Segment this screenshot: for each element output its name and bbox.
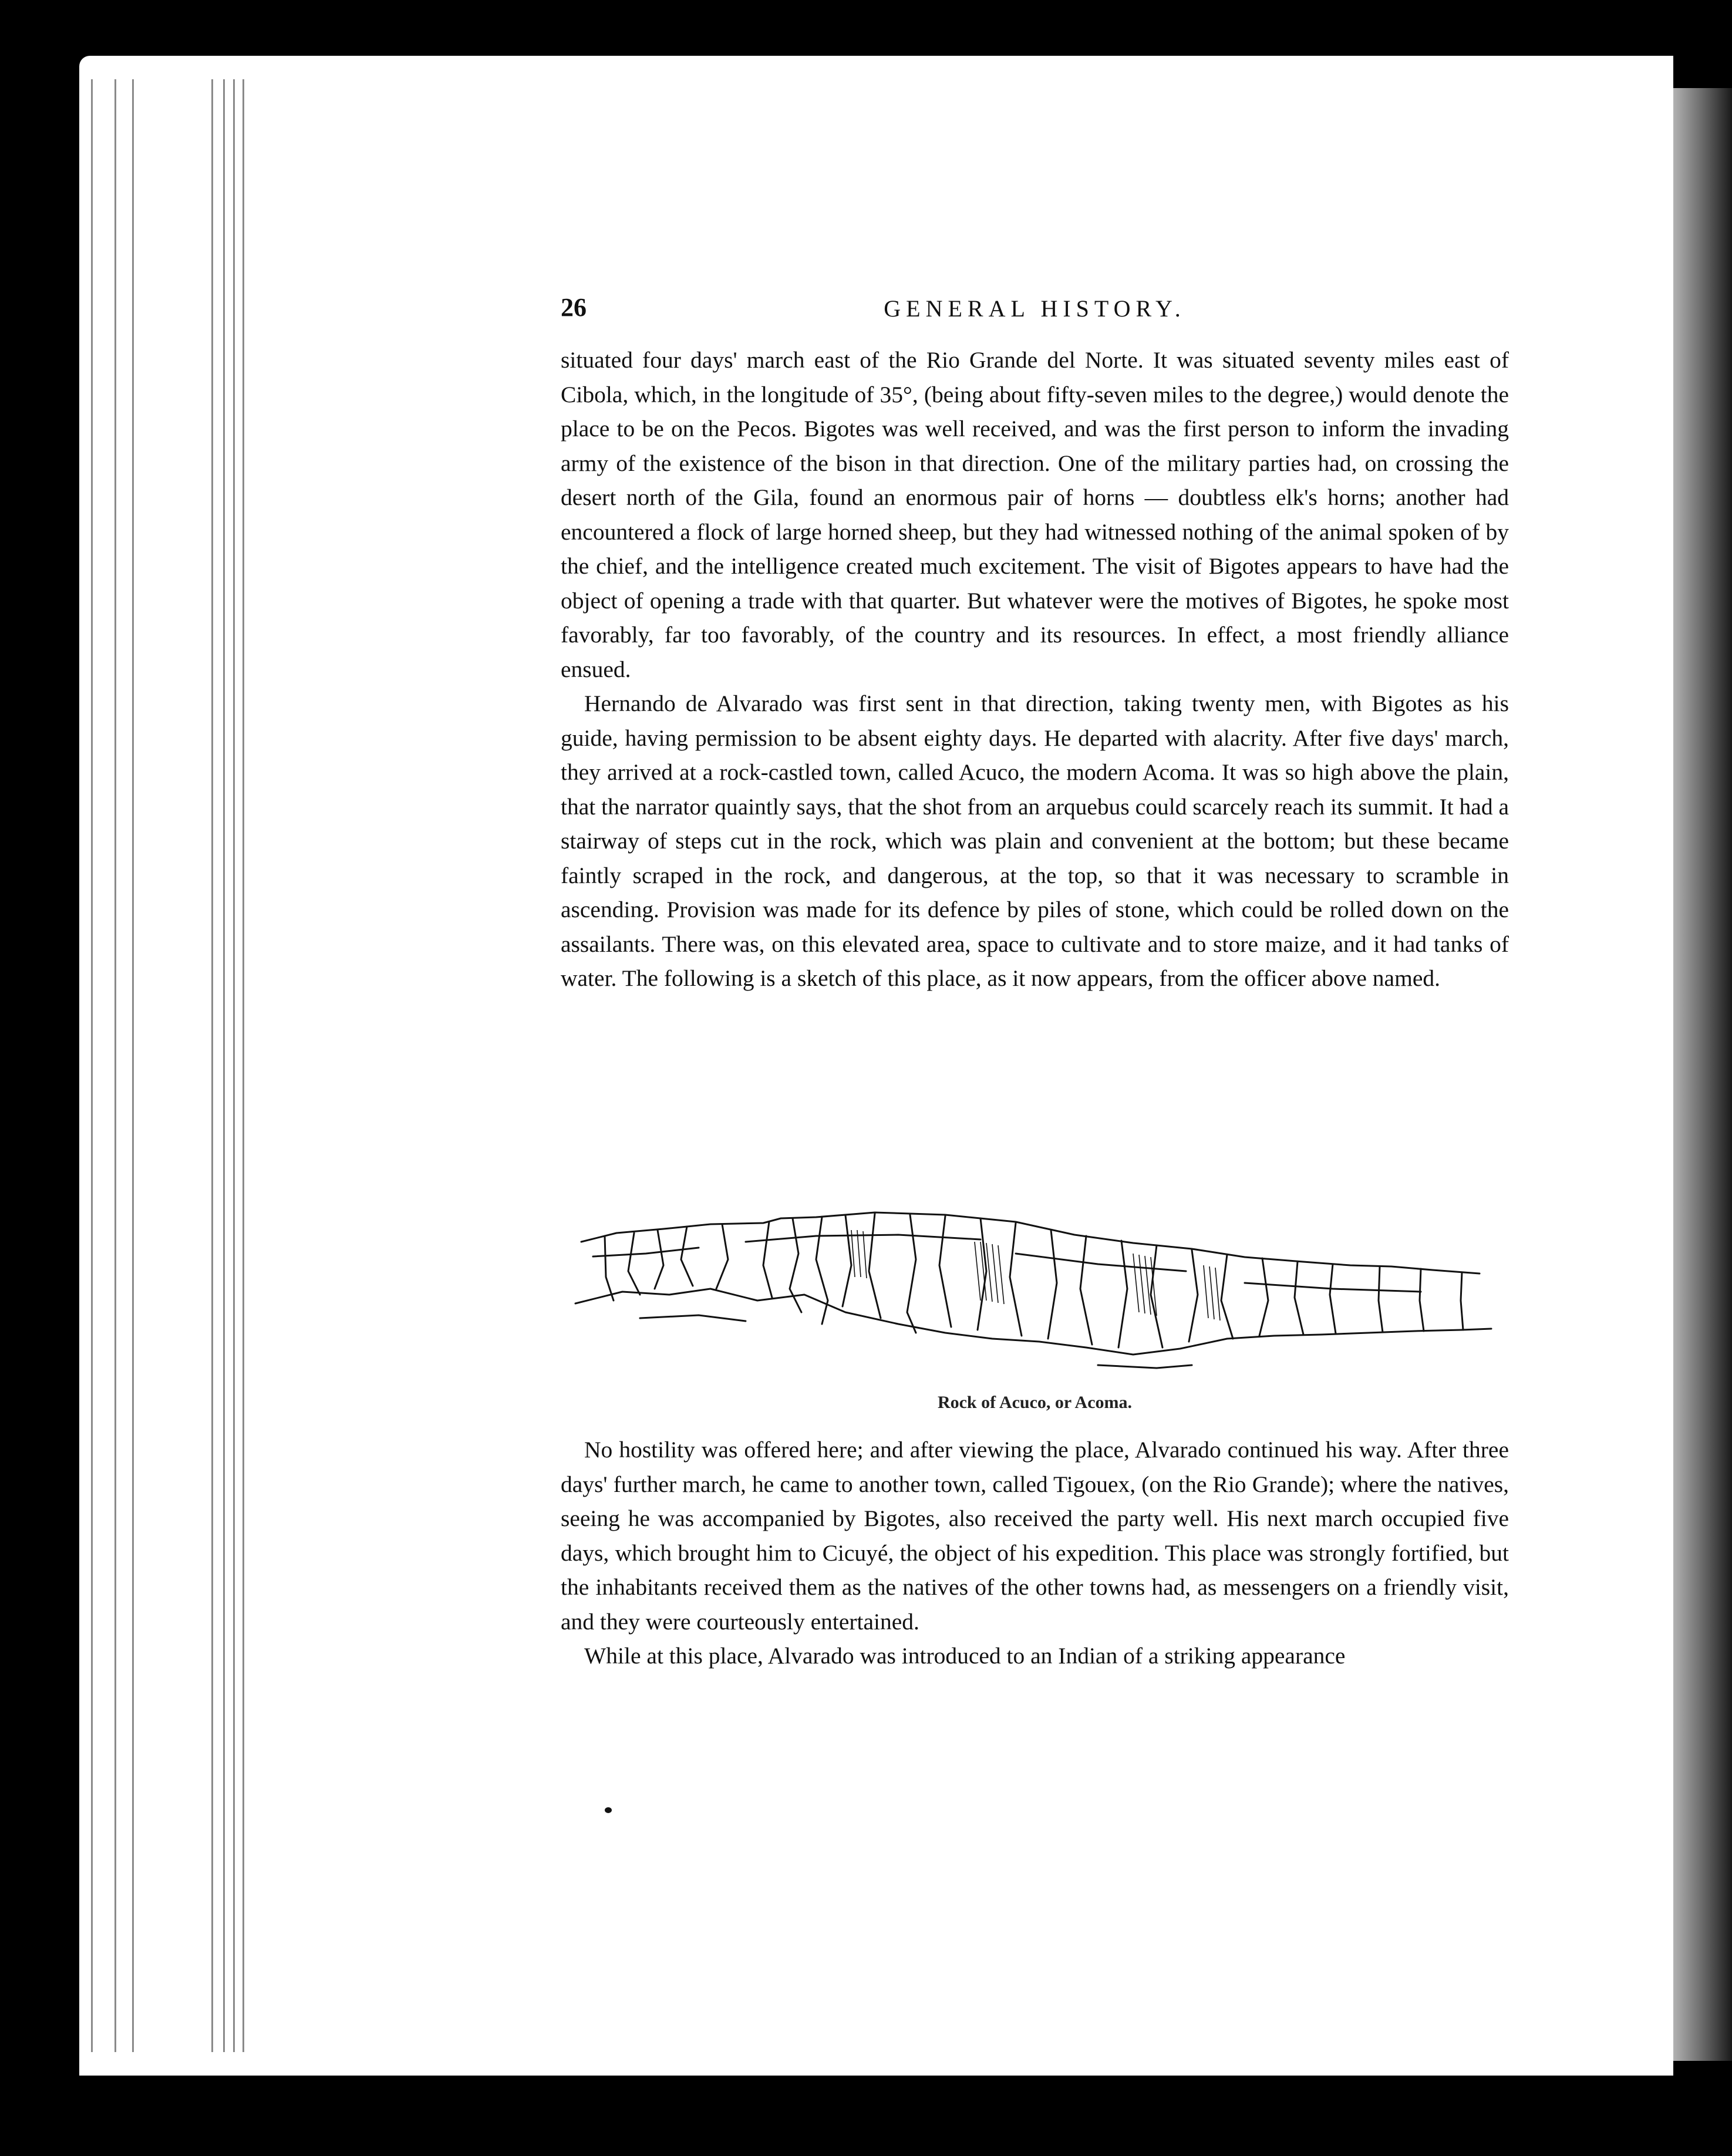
body-text-bottom [561, 1433, 1509, 1673]
paragraph: While at this place, Alvarado was introduced to an Indian of a striking appearance [584, 1643, 1346, 1669]
scan-speck [605, 1807, 612, 1813]
page-number: 26 [561, 293, 587, 322]
body-text-top [561, 343, 1509, 996]
page-header [561, 292, 1509, 328]
scan-speck [200, 1488, 204, 1512]
paragraph: situated four days' march east of the Rio Grande del Norte. It was situated seventy miles east of Cibola, which, in the longitude of 35°, (being about fifty-seven miles to the degree,) would denote the place to be on the Pecos. Bigotes was well received, and was the first person to inform the invading army of the existence of the bison in that direction. One of the military parties had, on crossing the desert north of the Gila, found an enormous pair of horns — doubtless elk's horns; another had encountered a flock of large horned sheep, but they had witnessed nothing of the animal spoken of by the chief, and the intelligence created much excitement. The visit of Bigotes appears to have had the object of opening a trade with that quarter. But whatever were the motives of Bigotes, he spoke most favorably, far too favorably, of the country and its resources. In effect, a most friendly alliance ensued. [561, 347, 1509, 682]
paragraph: No hostility was offered here; and after viewing the place, Alvarado continued his way. After three days' further march, he came to another town, called Tigouex, (on the Rio Grande); where the natives, seeing he was accompanied by Bigotes, also received the party well. His next march occupied five days, which brought him to Cicuyé, the object of his expedition. This place was strongly fortified, but the inhabitants received them as the natives of the other towns had, as messengers on a friendly visit, and they were courteously entertained. [561, 1437, 1509, 1635]
page-edges [79, 56, 250, 2076]
acoma-rock-illustration [570, 1201, 1497, 1377]
running-head: GENERAL HISTORY. [884, 295, 1186, 322]
paragraph: Hernando de Alvarado was first sent in that direction, taking twenty men, with Bigotes as his guide, having permission to be absent eighty days. He departed with alacrity. After five days' march, they arrived at a rock-castled town, called Acuco, the modern Acoma. It was so high above the plain, that the narrator quaintly says, that the shot from an arquebus could scarcely reach its summit. It had a stairway of steps cut in the rock, which was plain and convenient at the bottom; but these became faintly scraped in the rock, and dangerous, at the top, so that it was necessary to scramble in ascending. Provision was made for its defence by piles of stone, which could be rolled down on the assailants. There was, on this elevated area, space to cultivate and to store maize, and it had tanks of water. The following is a sketch of this place, as it now appears, from the officer above named. [561, 690, 1509, 991]
figure-caption: Rock of Acuco, or Acoma. [937, 1393, 1133, 1412]
